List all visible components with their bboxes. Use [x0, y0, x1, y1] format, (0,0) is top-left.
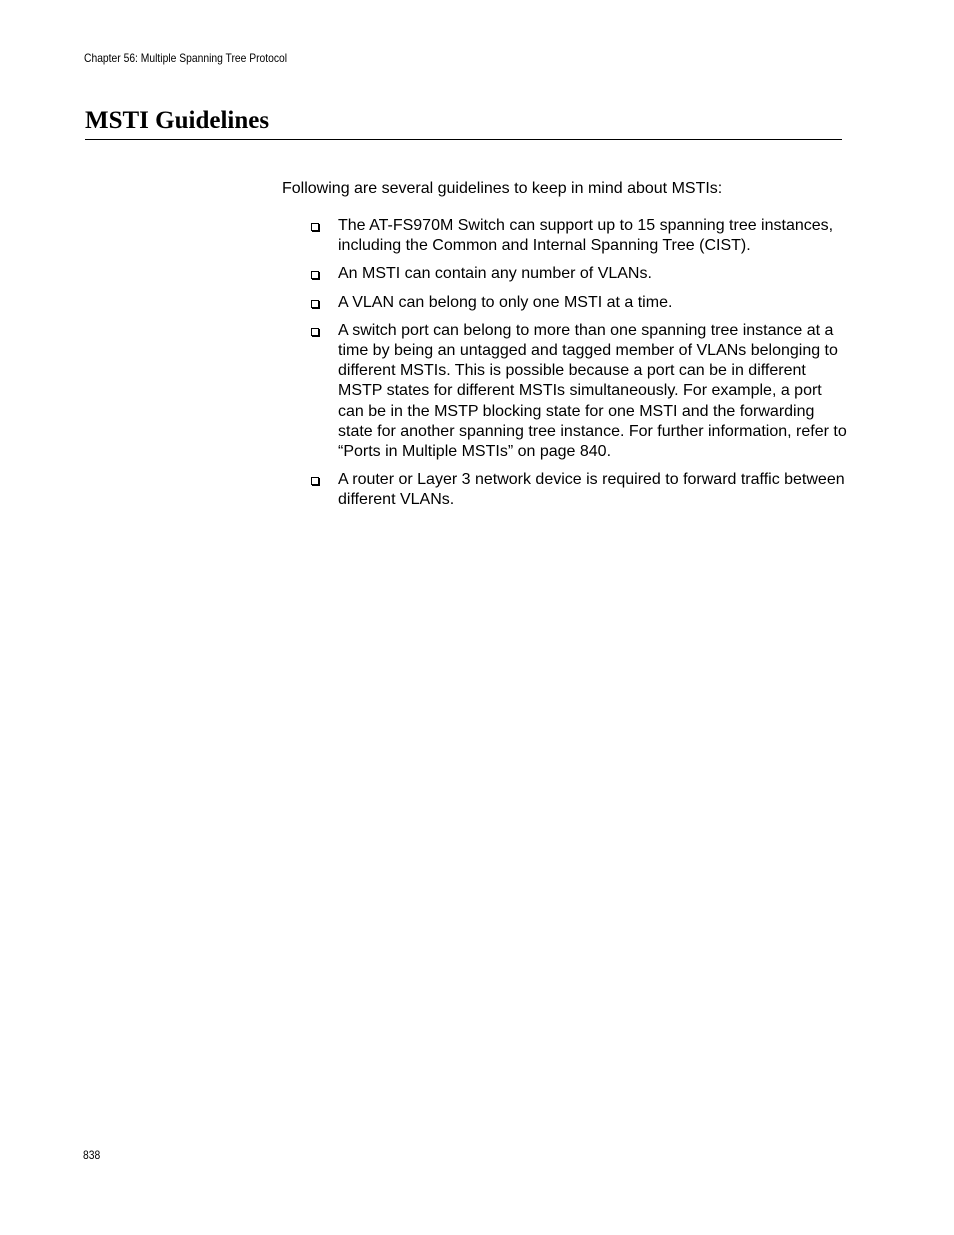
list-item: [310, 470, 850, 510]
square-bullet-icon: [311, 477, 319, 485]
list-item: [310, 216, 850, 256]
square-bullet-icon: [311, 328, 319, 336]
list-item-text: A switch port can belong to more than one spanning tree instance at a time by being an untagged and tagged member of VLANs belonging to different MSTIs. This is possible because a port can be in different MSTP states for different MSTIs simultaneously. For example, a port can be in the MSTP blocking state for one MSTI and the forwarding state for another spanning tree instance. For further information, refer to “Ports in Multiple MSTIs” on page 840.: [338, 321, 847, 461]
square-bullet-icon: [311, 223, 319, 231]
running-header: Chapter 56: Multiple Spanning Tree Protocol: [84, 51, 288, 65]
list-item-text: A router or Layer 3 network device is required to forward traffic between different VLANs.: [338, 471, 845, 509]
page-number: 838: [83, 1148, 101, 1162]
list-item-text: An MSTI can contain any number of VLANs.: [338, 265, 652, 283]
list-item-text: The AT-FS970M Switch can support up to 15 spanning tree instances, including the Common and Internal Spanning Tree (CIST).: [338, 217, 834, 255]
title-rule: [85, 139, 842, 140]
list-item-text: A VLAN can belong to only one MSTI at a time.: [338, 293, 673, 311]
guidelines-list: [310, 216, 850, 519]
list-item: [310, 293, 850, 313]
list-item: [310, 264, 850, 284]
intro-paragraph: Following are several guidelines to keep in mind about MSTIs:: [282, 180, 723, 197]
section-title: MSTI Guidelines: [85, 107, 270, 134]
square-bullet-icon: [311, 271, 319, 279]
square-bullet-icon: [311, 300, 319, 308]
list-item: [310, 321, 850, 462]
